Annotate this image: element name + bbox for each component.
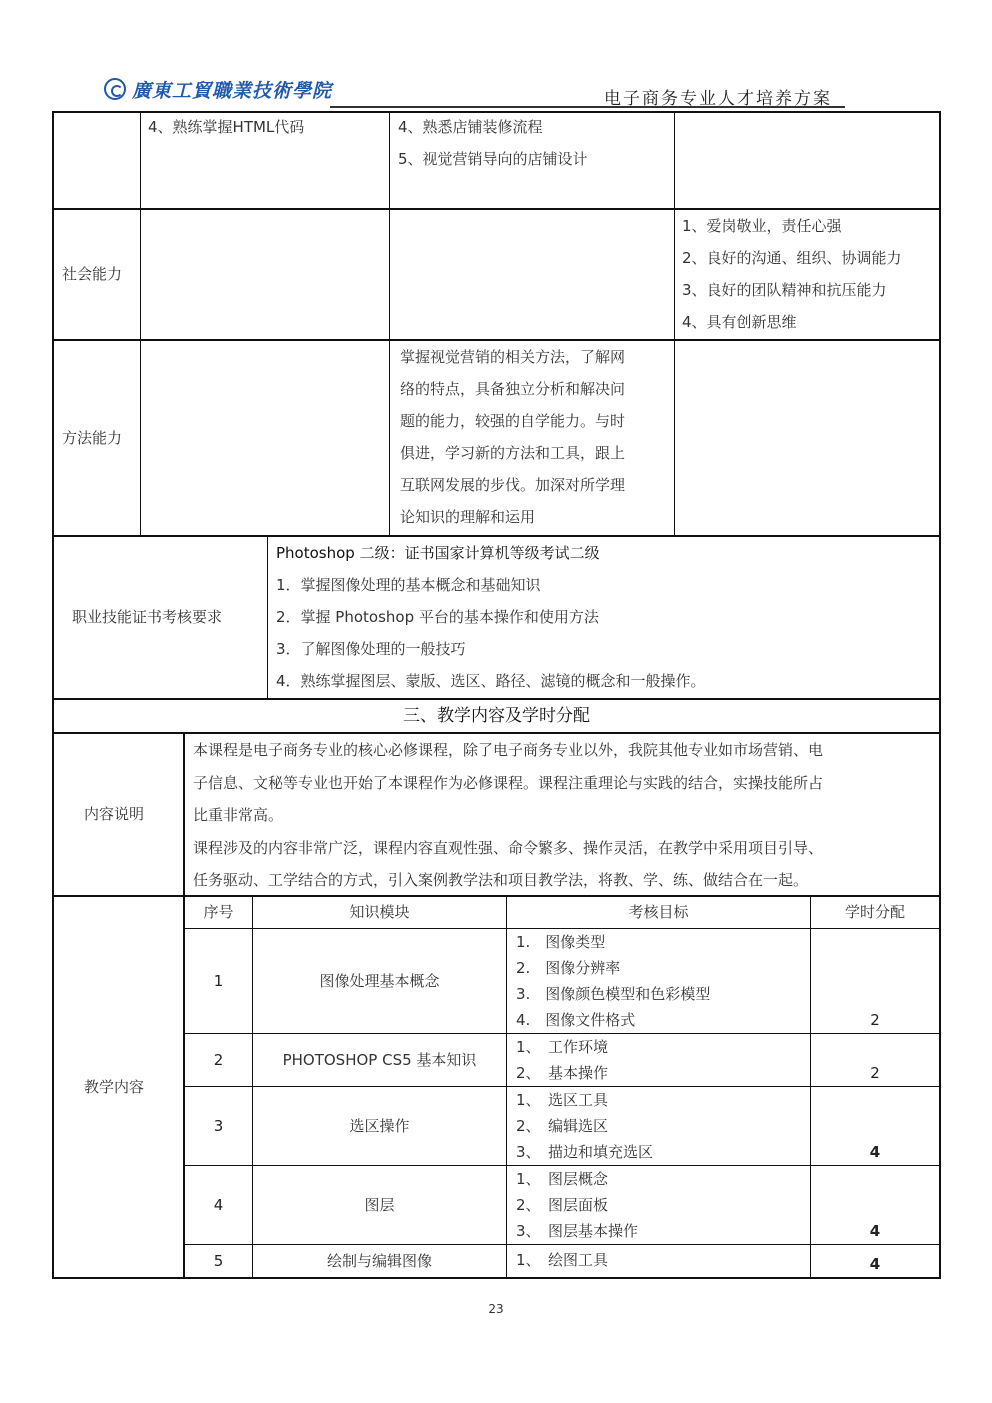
list-item: 2、 基本操作 bbox=[516, 1064, 609, 1082]
text-line: 互联网发展的步伐。加深对所学理 bbox=[400, 476, 626, 494]
text-line: 俱进，学习新的方法和工具，跟上 bbox=[400, 444, 626, 462]
header-no: 序号 bbox=[203, 903, 234, 921]
social-ability-label: 社会能力 bbox=[62, 265, 123, 283]
list-item: 2、 图层面板 bbox=[516, 1196, 609, 1214]
social-ability-col4 bbox=[682, 210, 902, 338]
school-logo bbox=[100, 74, 333, 108]
list-item: 3．了解图像处理的一般技巧 bbox=[276, 640, 466, 658]
list-item: 1、 图层概念 bbox=[516, 1170, 609, 1188]
teaching-content-label: 教学内容 bbox=[84, 1078, 145, 1096]
row-no: 4 bbox=[213, 1196, 224, 1214]
row-module: 选区操作 bbox=[349, 1117, 410, 1135]
list-item: 1、 绘图工具 bbox=[516, 1251, 609, 1269]
row-module: PHOTOSHOP CS5 基本知识 bbox=[282, 1051, 477, 1069]
section-title: 三、教学内容及学时分配 bbox=[403, 706, 590, 726]
list-item: 4．熟练掌握图层、蒙版、选区、路径、滤镜的概念和一般操作。 bbox=[276, 672, 706, 690]
header-module: 知识模块 bbox=[349, 903, 410, 921]
row-hours: 4 bbox=[869, 1255, 881, 1273]
row-goals bbox=[516, 929, 710, 1033]
row0-col2 bbox=[148, 111, 304, 143]
content-desc-label: 内容说明 bbox=[84, 805, 145, 823]
list-item: 3、良好的团队精神和抗压能力 bbox=[682, 281, 887, 299]
text-line: 本课程是电子商务专业的核心必修课程，除了电子商务专业以外，我院其他专业如市场营销、电 bbox=[193, 741, 824, 759]
list-item: 4、熟悉店铺装修流程 bbox=[398, 118, 543, 136]
row-no: 3 bbox=[213, 1117, 224, 1135]
text-line: 比重非常高。 bbox=[193, 806, 284, 824]
school-name: 廣東工貿職業技術學院 bbox=[132, 80, 333, 102]
text-line: 掌握视觉营销的相关方法，了解网 bbox=[400, 348, 626, 366]
list-item: 1、 选区工具 bbox=[516, 1091, 609, 1109]
row-hours: 2 bbox=[870, 1011, 880, 1029]
list-item: 4、熟练掌握HTML代码 bbox=[148, 118, 305, 136]
list-item: 2、良好的沟通、组织、协调能力 bbox=[682, 249, 902, 267]
row-goals bbox=[516, 1087, 653, 1165]
method-ability-col3 bbox=[400, 341, 625, 533]
list-item: 5、视觉营销导向的店铺设计 bbox=[398, 150, 588, 168]
row-goals bbox=[516, 1034, 608, 1086]
list-item: 2. 图像分辨率 bbox=[516, 959, 621, 977]
list-item: 3. 图像颜色模型和色彩模型 bbox=[516, 985, 711, 1003]
row-hours: 4 bbox=[869, 1222, 881, 1240]
list-item: 4、具有创新思维 bbox=[682, 313, 797, 331]
row-hours: 4 bbox=[869, 1143, 881, 1161]
header-hours: 学时分配 bbox=[844, 903, 905, 921]
row-hours: 2 bbox=[870, 1064, 880, 1082]
page-number: 23 bbox=[488, 1302, 504, 1316]
content-desc-text bbox=[193, 734, 823, 897]
text-line: 任务驱动、工学结合的方式，引入案例教学法和项目教学法，将教、学、练、做结合在一起。 bbox=[193, 871, 809, 889]
header-goal: 考核目标 bbox=[628, 903, 689, 921]
list-item: 3、 图层基本操作 bbox=[516, 1222, 639, 1240]
row0-col3 bbox=[398, 111, 588, 175]
list-item: Photoshop 二级：证书国家计算机等级考试二级 bbox=[276, 544, 600, 562]
list-item: 1．掌握图像处理的基本概念和基础知识 bbox=[276, 576, 541, 594]
method-ability-label: 方法能力 bbox=[62, 429, 123, 447]
certificate-requirements bbox=[276, 537, 706, 697]
text-line: 课程涉及的内容非常广泛，课程内容直观性强、命令繁多、操作灵活，在教学中采用项目引导、 bbox=[193, 838, 824, 857]
row-no: 2 bbox=[213, 1051, 224, 1069]
school-emblem-icon bbox=[104, 78, 126, 100]
list-item: 4. 图像文件格式 bbox=[516, 1011, 636, 1029]
text-line: 络的特点，具备独立分析和解决问 bbox=[400, 380, 626, 398]
row-module: 绘制与编辑图像 bbox=[326, 1252, 432, 1270]
row-goals bbox=[516, 1166, 638, 1244]
list-item: 2、 编辑选区 bbox=[516, 1117, 609, 1135]
row-module: 图层 bbox=[364, 1196, 395, 1214]
list-item: 1、 工作环境 bbox=[516, 1038, 609, 1056]
list-item: 3、 描边和填充选区 bbox=[516, 1143, 654, 1161]
row-no: 5 bbox=[213, 1252, 224, 1270]
text-line: 题的能力，较强的自学能力。与时 bbox=[400, 412, 626, 430]
list-item: 1、爱岗敬业，责任心强 bbox=[682, 217, 842, 235]
list-item: 2．掌握 Photoshop 平台的基本操作和使用方法 bbox=[276, 608, 599, 626]
certificate-label: 职业技能证书考核要求 bbox=[72, 608, 223, 626]
row-goals bbox=[516, 1247, 608, 1273]
row-no: 1 bbox=[213, 972, 224, 990]
list-item: 1. 图像类型 bbox=[516, 933, 606, 951]
row-module: 图像处理基本概念 bbox=[319, 972, 440, 990]
document-title: 电子商务专业人才培养方案 bbox=[604, 89, 832, 109]
text-line: 子信息、文秘等专业也开始了本课程作为必修课程。课程注重理论与实践的结合，实操技能所占 bbox=[193, 773, 824, 792]
text-line: 论知识的理解和运用 bbox=[400, 508, 536, 526]
